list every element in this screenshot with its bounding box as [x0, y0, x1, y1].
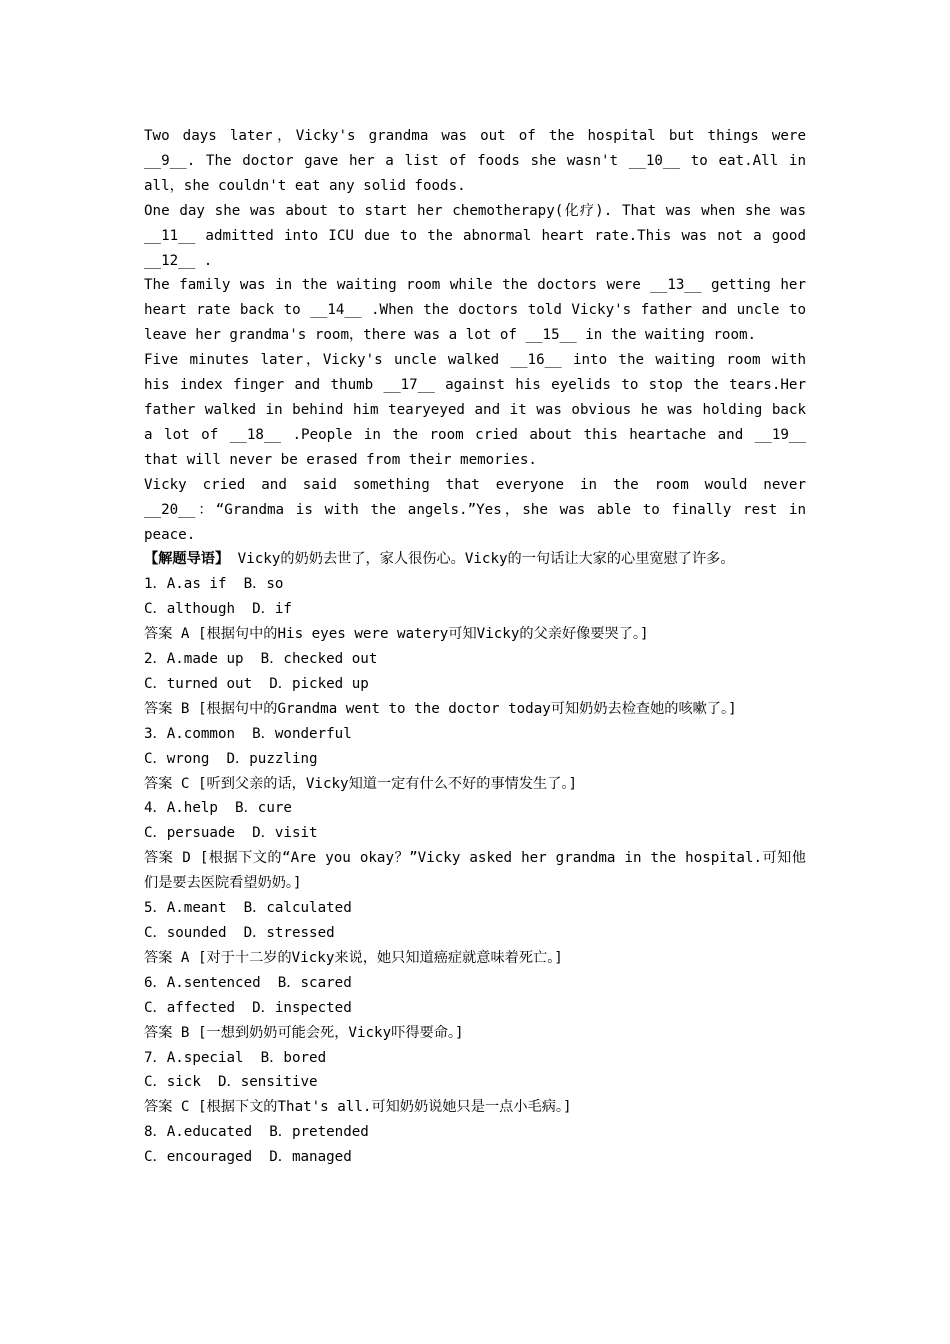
question-5-options-cd: C．sounded D．stressed: [144, 925, 335, 941]
question-2-answer: 答案 B [根据句中的Grandma went to the doctor today可知奶奶去检查她的咳嗽了。]: [144, 700, 737, 717]
guide-paragraph: [144, 547, 806, 572]
passage-paragraph-2: One day she was about to start her chemotherapy(化疗). That was when she was __11__ admitted into ICU due to the abnormal heart rate.This was not a good __12__ .: [144, 202, 806, 269]
question-8: [144, 1120, 806, 1170]
question-4-answer: 答案 D [根据下文的“Are you okay？”Vicky asked her grandma in the hospital.可知他们是要去医院看望奶奶。]: [144, 850, 806, 892]
question-1-options-cd: C．although D．if: [144, 601, 292, 618]
question-4: [144, 796, 806, 896]
question-5-answer: 答案 A [对于十二岁的Vicky来说，她只知道癌症就意味着死亡。]: [144, 949, 563, 966]
question-6-answer: 答案 B [一想到奶奶可能会死，Vicky吓得要命。]: [144, 1024, 464, 1041]
passage-paragraph-4: Five minutes later，Vicky's uncle walked __16__ into the waiting room with his index finger and thumb __17__ against his eyelids to stop the tears.Her father walked in behind him tearyeyed and it was obvious he was holding back a lot of __18__ .People in the room cried about this heartache and __19__ that will never be erased from their memories.: [144, 352, 806, 468]
question-1-options-ab: 1．A.as if B．so: [144, 576, 284, 593]
question-2: [144, 647, 806, 722]
question-3: [144, 722, 806, 797]
question-1-answer: 答案 A [根据句中的His eyes were watery可知Vicky的父亲好像要哭了。]: [144, 626, 649, 643]
question-7-answer: 答案 C [根据下文的That's all.可知奶奶说她只是一点小毛病。]: [144, 1099, 572, 1116]
question-3-answer: 答案 C [听到父亲的话，Vicky知道一定有什么不好的事情发生了。]: [144, 775, 578, 792]
guide-label: 【解题导语】: [144, 551, 230, 568]
passage-paragraph-5: Vicky cried and said something that everyone in the room would never __20__：“Grandma is with the angels.”Yes，she was able to finally rest in peace.: [144, 476, 806, 543]
question-1: [144, 572, 806, 647]
question-8-options-cd: C．encouraged D．managed: [144, 1149, 352, 1166]
question-5-options-ab: 5．A.meant B．calculated: [144, 900, 352, 917]
question-7: [144, 1046, 806, 1121]
question-4-options-cd: C．persuade D．visit: [144, 825, 318, 842]
question-7-options-ab: 7．A.special B．bored: [144, 1049, 327, 1066]
question-2-options-ab: 2．A.made up B．checked out: [144, 651, 378, 668]
question-6-options-ab: 6．A.sentenced B．scared: [144, 974, 352, 991]
question-2-options-cd: C．turned out D．picked up: [144, 675, 369, 692]
question-3-options-cd: C．wrong D．puzzling: [144, 750, 318, 767]
question-3-options-ab: 3．A.common B．wonderful: [144, 725, 352, 742]
question-4-options-ab: 4．A.help B．cure: [144, 800, 292, 817]
passage-paragraph-3: The family was in the waiting room while the doctors were __13__ getting her heart rate back to __14__ .When the doctors told Vicky's father and uncle to leave her grandma's room，there was a lot of __15__ in the waiting room.: [144, 277, 806, 344]
guide-text: Vicky的奶奶去世了，家人很伤心。Vicky的一句话让大家的心里宽慰了许多。: [229, 551, 735, 568]
document-page: [144, 124, 806, 1170]
question-5: [144, 896, 806, 971]
question-8-options-ab: 8．A.educated B．pretended: [144, 1124, 369, 1141]
question-7-options-cd: C．sick D．sensitive: [144, 1074, 318, 1091]
question-6: [144, 971, 806, 1046]
passage-paragraph-1: Two days later，Vicky's grandma was out of the hospital but things were __9__. The doctor gave her a list of foods she wasn't __10__ to eat.All in all，she couldn't eat any solid foods.: [144, 128, 806, 194]
question-6-options-cd: C．affected D．inspected: [144, 999, 352, 1016]
